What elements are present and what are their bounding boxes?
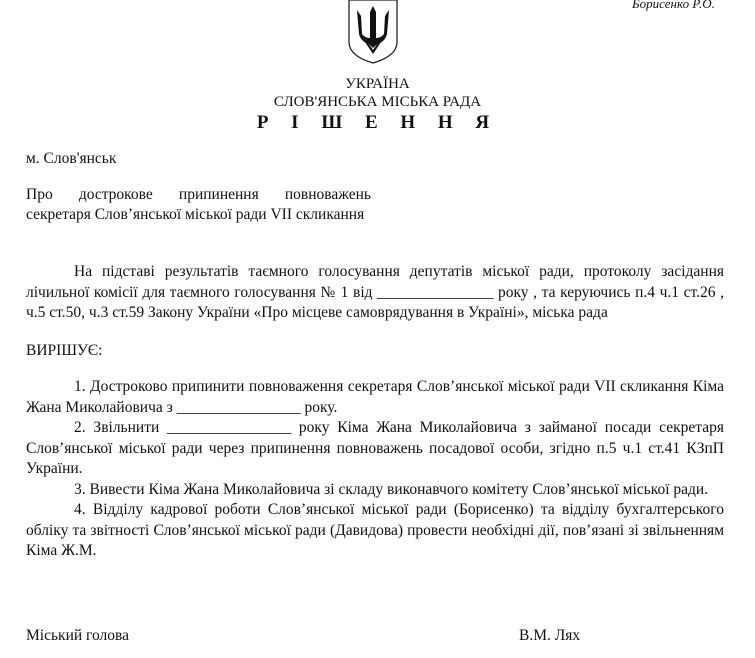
decision-item: 2. Звільнити ________________ року Кіма Жана Миколайовича з займаної посади секретаря Слов’янської міської ради через припинення повноважень посадової особи, згідно п.5 ч.1 ст.41 КЗпП України.: [26, 419, 724, 477]
city: м. Слов'янськ: [26, 150, 117, 167]
signatory-title: Міський голова: [26, 627, 130, 644]
preamble: [26, 262, 724, 324]
decision-item: 3. Вивести Кіма Жана Миколайовича зі складу виконавчого комітету Слов’янської міської ради.: [74, 480, 709, 498]
corner-note: Борисенко Р.О.: [632, 0, 715, 11]
decision-item: 1. Достроково припинити повноваження секретаря Слов’янської міської ради VII скликання Кіма Жана Миколайовича з ________________ року.: [26, 378, 724, 416]
council-heading: СЛОВ'ЯНСЬКА МІСЬКА РАДА: [273, 94, 482, 110]
trident-emblem-icon: [345, 0, 401, 64]
decides-label: ВИРІШУЄ:: [26, 342, 103, 359]
decision-items: [26, 377, 724, 562]
signatory-name: В.М. Лях: [519, 627, 581, 644]
decision-subject: Про дострокове припинення повноважень секретаря Слов’янської міської ради VII скликання: [26, 186, 371, 223]
preamble-text: На підставі результатів таємного голосування депутатів міської ради, протоколу засідання лічильної комісії для таємного голосування № 1 від _______________ року , та керуючись п.4 ч.1 ст.26 , ч.5 ст.50, ч.3 ст.59 Закону України «Про місцеве самоврядування в Україні», міська рада: [26, 263, 724, 321]
decision-item: 4. Відділу кадрової роботи Слов’янської міської ради (Борисенко) та відділу бухгалтерського обліку та звітності Слов’янської міської ради (Давидова) провести необхідні дії, пов’язані зі звільненням Кіма Ж.М.: [26, 501, 724, 559]
country-heading: УКРАЇНА: [345, 76, 410, 92]
document-type-heading: Р І Ш Е Н Н Я: [256, 112, 499, 133]
